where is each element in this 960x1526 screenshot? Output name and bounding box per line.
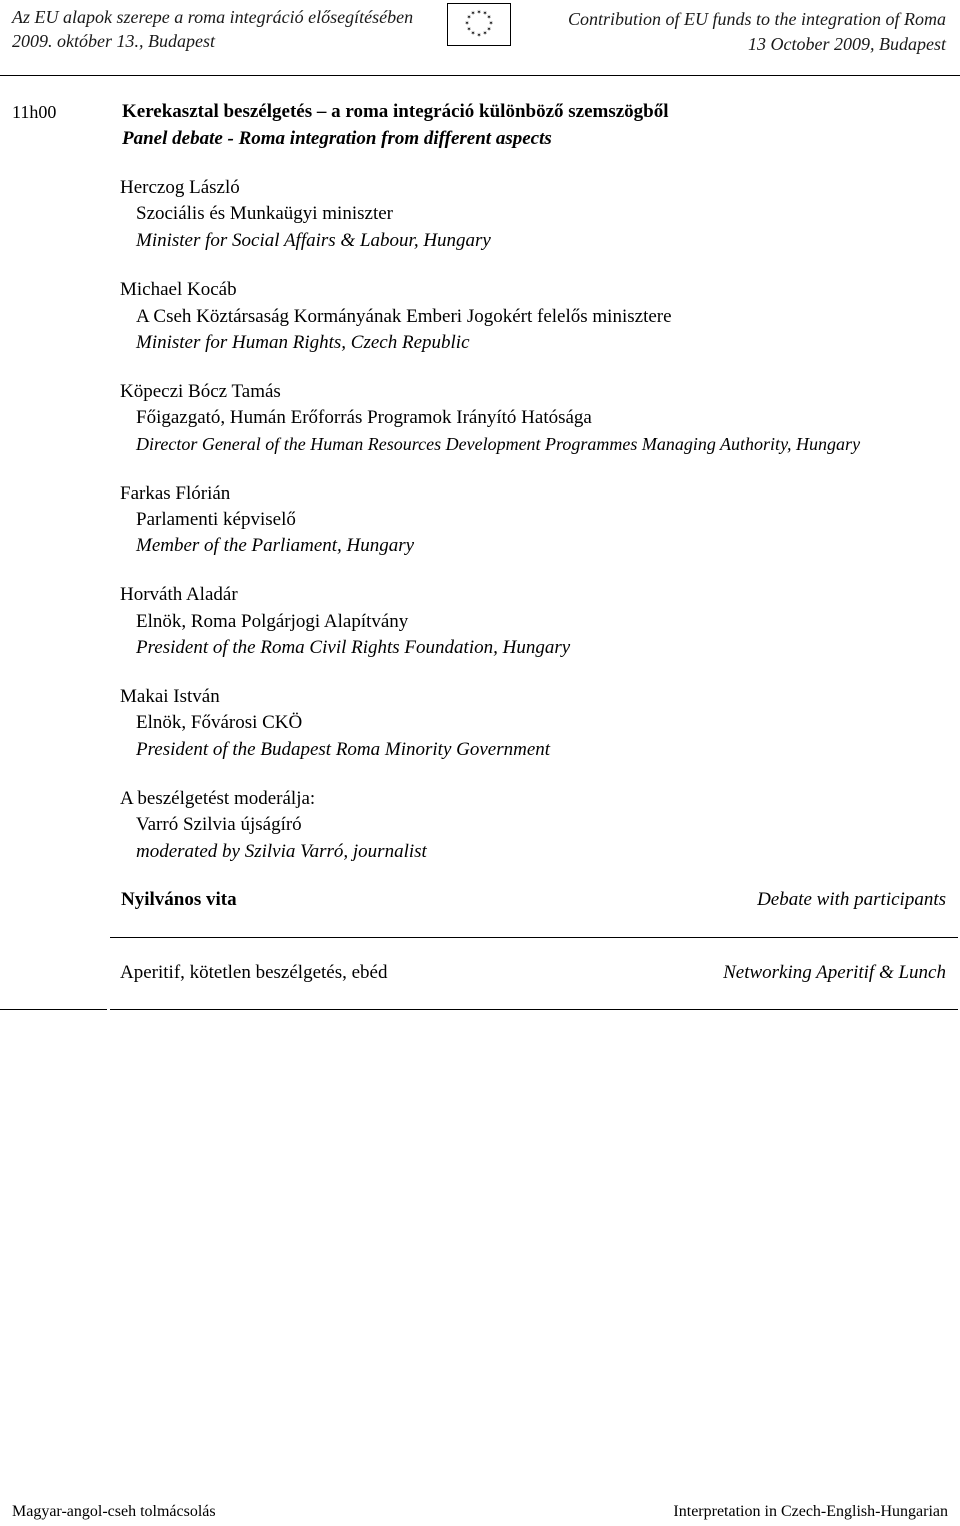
speaker-name: Farkas Flórián [120, 483, 231, 504]
svg-text:✶: ✶ [470, 30, 476, 37]
speaker-name: Horváth Aladár [120, 584, 238, 605]
speaker-role-en: Director General of the Human Resources Development Programmes Managing Authority, Hungary [136, 434, 861, 454]
speaker-role-hu: A Cseh Köztársaság Kormányának Emberi Jogokért felelős minisztere [136, 306, 672, 327]
svg-text:✶: ✶ [488, 20, 494, 27]
eu-stars-icon [448, 4, 510, 45]
debate-divider [110, 937, 958, 938]
svg-text:✶: ✶ [482, 30, 488, 37]
speaker-role-en: President of the Roma Civil Rights Foundation, Hungary [136, 637, 571, 658]
debate-label-en: Debate with participants [757, 889, 946, 910]
footer-interpretation-hu: Magyar-angol-cseh tolmácsolás [12, 1503, 216, 1520]
header-title-hu: Az EU alapok szerepe a roma integráció elősegítésében [12, 7, 414, 27]
svg-text:✶: ✶ [486, 14, 492, 21]
speaker-name: Michael Kocáb [120, 279, 237, 300]
header-date-en: 13 October 2009, Budapest [748, 34, 946, 54]
speaker-role-en: Member of the Parliament, Hungary [136, 535, 415, 556]
svg-text:✶: ✶ [466, 14, 472, 21]
svg-text:✶: ✶ [470, 10, 476, 17]
lunch-divider-right [110, 1009, 958, 1010]
svg-text:✶: ✶ [486, 26, 492, 33]
speaker-role-hu: Elnök, Roma Polgárjogi Alapítvány [136, 611, 409, 632]
svg-text:✶: ✶ [482, 10, 488, 17]
svg-text:✶: ✶ [476, 32, 482, 39]
speaker-name: Herczog László [120, 177, 240, 198]
debate-label-hu: Nyilvános vita [121, 889, 237, 910]
lunch-label-hu: Aperitif, kötetlen beszélgetés, ebéd [120, 962, 388, 983]
lunch-label-en: Networking Aperitif & Lunch [723, 962, 946, 983]
svg-text:✶: ✶ [476, 9, 482, 16]
speaker-name: Makai István [120, 686, 220, 707]
header-title-en: Contribution of EU funds to the integration of Roma [568, 9, 946, 29]
session-time: 11h00 [12, 102, 57, 122]
session-title-en: Panel debate - Roma integration from different aspects [122, 128, 552, 149]
svg-text:✶: ✶ [464, 20, 470, 27]
speaker-role-en: Minister for Human Rights, Czech Republic [136, 332, 470, 353]
speaker-role-hu: Szociális és Munkaügyi miniszter [136, 203, 393, 224]
speaker-role-en: Minister for Social Affairs & Labour, Hungary [136, 230, 491, 251]
speaker-role-hu: Elnök, Fővárosi CKÖ [136, 712, 303, 733]
speaker-role-en: President of the Budapest Roma Minority Government [136, 739, 551, 760]
moderator-name-hu: Varró Szilvia újságíró [136, 814, 302, 835]
header-divider [0, 75, 960, 76]
lunch-divider-left [0, 1009, 107, 1010]
header-date-hu: 2009. október 13., Budapest [12, 31, 215, 51]
speaker-role-hu: Parlamenti képviselő [136, 509, 296, 530]
moderator-label: A beszélgetést moderálja: [120, 788, 316, 809]
session-title-hu: Kerekasztal beszélgetés – a roma integráció különböző szemszögből [122, 101, 669, 122]
svg-text:✶: ✶ [466, 26, 472, 33]
footer-interpretation-en: Interpretation in Czech-English-Hungarian [673, 1503, 948, 1520]
moderator-name-en: moderated by Szilvia Varró, journalist [136, 841, 427, 862]
speaker-role-hu: Főigazgató, Humán Erőforrás Programok Irányító Hatósága [136, 407, 592, 428]
eu-flag-icon [447, 3, 511, 46]
speaker-name: Köpeczi Bócz Tamás [120, 381, 281, 402]
